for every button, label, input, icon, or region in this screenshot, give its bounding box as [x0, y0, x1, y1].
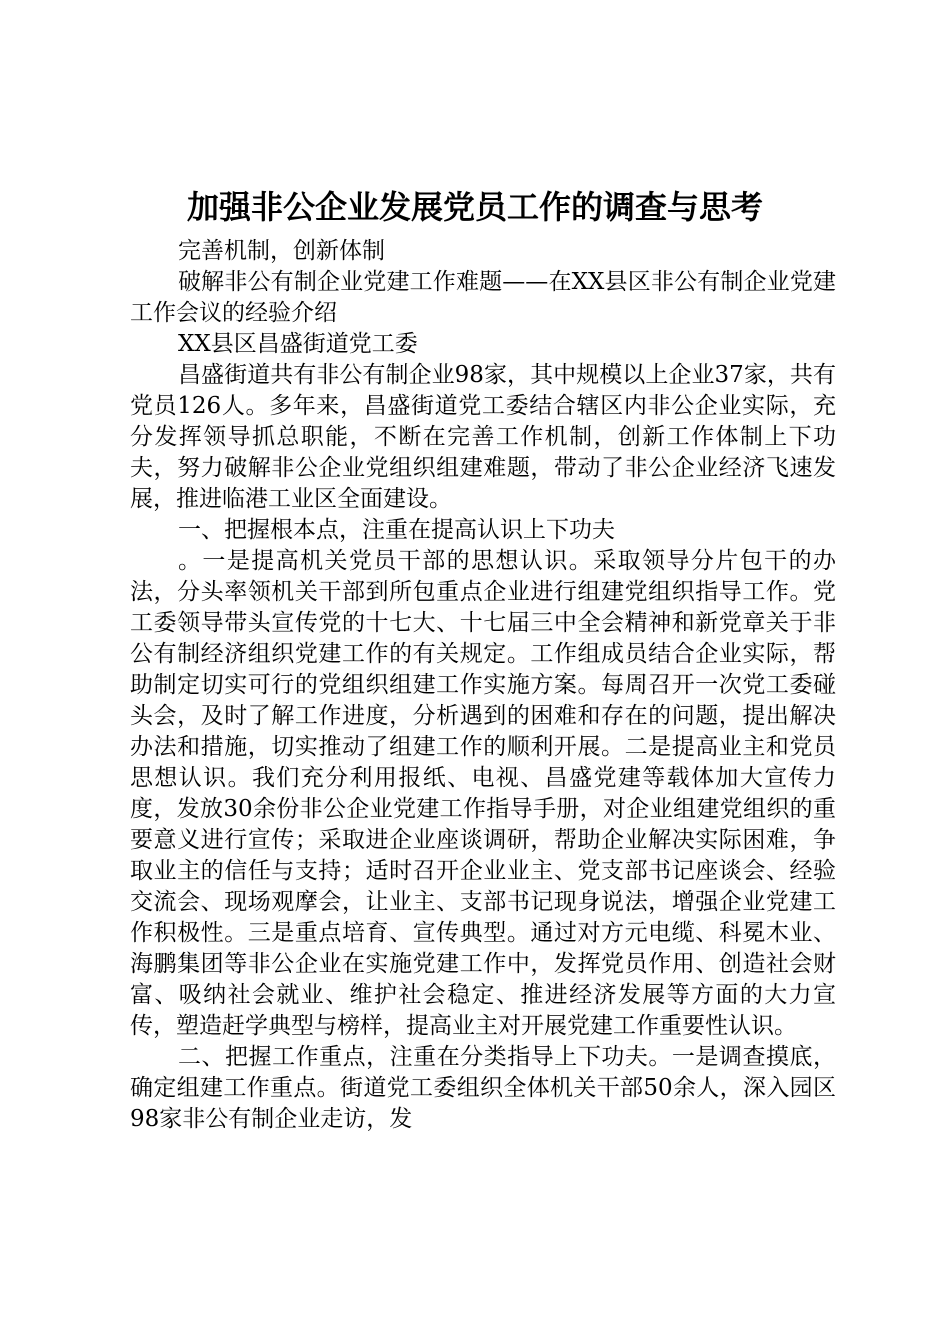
paragraph-subtitle: 完善机制，创新体制 — [178, 238, 385, 264]
paragraph-heading: 破解非公有制企业党建工作难题——在XX县区非公有制企业党建工作会议的经验介绍 — [130, 269, 836, 326]
paragraph-section-1-body: 。一是提高机关党员干部的思想认识。采取领导分片包干的办法，分头率领机关干部到所包重点企业进行组建党组织指导工作。党工委领导带头宣传党的十七大、十七届三中全会精神和新党章关于非公有制经济组织党建工作的有关规定。工作组成员结合企业实际，帮助制定切实可行的党组织组建工作实施方案。每周召开一次党工委碰头会，及时了解工作进度，分析遇到的困难和存在的问题，提出解决办法和措施，切实推动了组建工作的顺利开展。二是提高业主和党员思想认识。我们充分利用报纸、电视、昌盛党建等载体加大宣传力度，发放30余份非公企业党建工作指导手册，对企业组建党组织的重要意义进行宣传；采取进企业座谈调研，帮助企业解决实际困难，争取业主的信任与支持；适时召开企业业主、党支部书记座谈会、经验交流会、现场观摩会，让业主、支部书记现身说法，增强企业党建工作积极性。三是重点培育、宣传典型。通过对方元电缆、科冕木业、海鹏集团等非公企业在实施党建工作中，发挥党员作用、创造社会财富、吸纳社会就业、维护社会稳定、推进经济发展等方面的大力宣传，塑造赶学典型与榜样，提高业主对开展党建工作重要性认识。 — [130, 548, 836, 1039]
paragraph-section-2: 二、把握工作重点，注重在分类指导上下功夫。一是调查摸底，确定组建工作重点。街道党工委组织全体机关干部50余人，深入园区98家非公有制企业走访，发 — [130, 1044, 836, 1132]
document-body — [130, 236, 836, 1135]
paragraph-author: XX县区昌盛街道党工委 — [178, 331, 418, 357]
paragraph-section-1-heading: 一、把握根本点，注重在提高认识上下功夫 — [178, 517, 615, 543]
document-title: 加强非公企业发展党员工作的调查与思考 — [186, 188, 763, 226]
paragraph-intro: 昌盛街道共有非公有制企业98家，其中规模以上企业37家，共有党员126人。多年来，昌盛街道党工委结合辖区内非公企业实际，充分发挥领导抓总职能，不断在完善工作机制，创新工作体制上下功夫，努力破解非公企业党组织组建难题，带动了非公企业经济飞速发展，推进临港工业区全面建设。 — [130, 362, 836, 512]
